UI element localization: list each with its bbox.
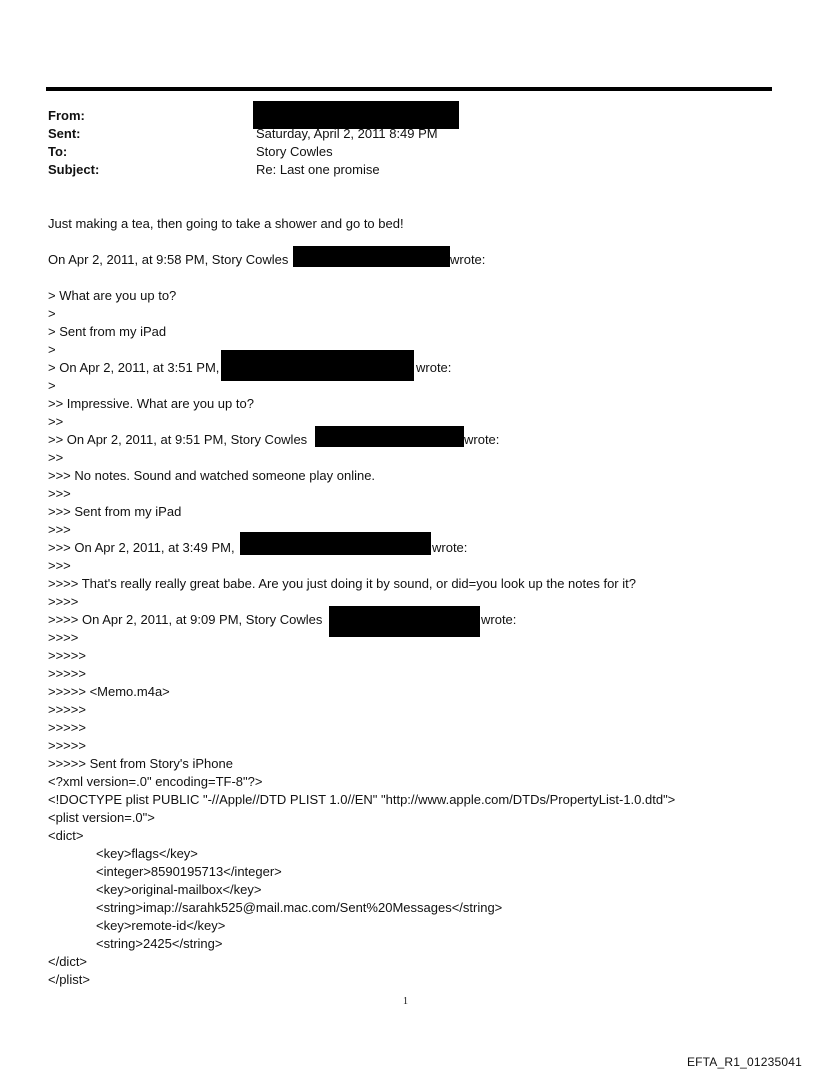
body-line: >>> bbox=[48, 486, 71, 501]
body-line: Just making a tea, then going to take a shower and go to bed! bbox=[48, 216, 404, 231]
redaction-from bbox=[253, 101, 459, 129]
body-line: >>>> That's really really great babe. Are you just doing it by sound, or did=you look up the notes for it? bbox=[48, 576, 636, 591]
quote-header-wrote: wrote: bbox=[464, 432, 500, 447]
sent-label: Sent: bbox=[48, 126, 81, 141]
subject-value: Re: Last one promise bbox=[256, 162, 380, 177]
quote-header-wrote: wrote: bbox=[432, 540, 468, 555]
body-line: >>>>> Sent from Story's iPhone bbox=[48, 756, 233, 771]
body-line: <!DOCTYPE plist PUBLIC "-//Apple//DTD PLIST 1.0//EN" "http://www.apple.com/DTDs/PropertyList-1.0.dtd"> bbox=[48, 792, 676, 807]
body-line: > bbox=[48, 306, 56, 321]
body-line: > What are you up to? bbox=[48, 288, 177, 303]
body-line: >>>>> bbox=[48, 666, 86, 681]
body-line: >>> bbox=[48, 558, 71, 573]
body-line: <string>imap://sarahk525@mail.mac.com/Sent%20Messages</string> bbox=[96, 900, 503, 915]
body-line: >>>>> bbox=[48, 648, 86, 663]
body-line: </dict> bbox=[48, 954, 88, 969]
to-value: Story Cowles bbox=[256, 144, 333, 159]
redaction-email bbox=[315, 426, 464, 447]
body-line: >> bbox=[48, 414, 64, 429]
body-line: >>>>> bbox=[48, 738, 86, 753]
to-label: To: bbox=[48, 144, 68, 159]
body-line: </plist> bbox=[48, 972, 90, 987]
header-rule bbox=[46, 87, 772, 91]
body-line: <key>flags</key> bbox=[96, 846, 198, 861]
body-line: <key>original-mailbox</key> bbox=[96, 882, 262, 897]
redaction-sender bbox=[221, 350, 414, 381]
body-line: >>>> bbox=[48, 594, 79, 609]
body-line: >>> bbox=[48, 522, 71, 537]
quote-header-wrote: wrote: bbox=[416, 360, 452, 375]
body-line: > Sent from my iPad bbox=[48, 324, 167, 339]
body-line: <plist version=.0"> bbox=[48, 810, 155, 825]
body-line: >> bbox=[48, 450, 64, 465]
quote-header: >> On Apr 2, 2011, at 9:51 PM, Story Cowles bbox=[48, 432, 308, 447]
body-line: > bbox=[48, 342, 56, 357]
body-line: > bbox=[48, 378, 56, 393]
redaction-email bbox=[293, 246, 450, 267]
body-line: <dict> bbox=[48, 828, 84, 843]
body-line: <key>remote-id</key> bbox=[96, 918, 226, 933]
page-number: 1 bbox=[403, 996, 408, 1007]
body-line: >>>>> bbox=[48, 720, 86, 735]
quote-header: >>> On Apr 2, 2011, at 3:49 PM, bbox=[48, 540, 235, 555]
sent-value: Saturday, April 2, 2011 8:49 PM bbox=[256, 126, 438, 141]
body-line: >>> No notes. Sound and watched someone play online. bbox=[48, 468, 376, 483]
body-line: >>>>> bbox=[48, 702, 86, 717]
quote-header: On Apr 2, 2011, at 9:58 PM, Story Cowles bbox=[48, 252, 289, 267]
quote-header-wrote: wrote: bbox=[481, 612, 517, 627]
body-line: >>>> bbox=[48, 630, 79, 645]
quote-header-wrote: wrote: bbox=[450, 252, 486, 267]
quote-header: >>>> On Apr 2, 2011, at 9:09 PM, Story Cowles bbox=[48, 612, 323, 627]
from-label: From: bbox=[48, 108, 85, 123]
body-line: >>>>> <Memo.m4a> bbox=[48, 684, 170, 699]
redaction-sender bbox=[240, 532, 431, 555]
bates-number: EFTA_R1_01235041 bbox=[686, 1055, 802, 1069]
redaction-email bbox=[329, 606, 480, 637]
body-line: <integer>8590195713</integer> bbox=[96, 864, 282, 879]
body-line: <string>2425</string> bbox=[96, 936, 223, 951]
body-line: >> Impressive. What are you up to? bbox=[48, 396, 254, 411]
body-line: >>> Sent from my iPad bbox=[48, 504, 182, 519]
body-line: <?xml version=.0" encoding=TF-8"?> bbox=[48, 774, 263, 789]
subject-label: Subject: bbox=[48, 162, 100, 177]
quote-header: > On Apr 2, 2011, at 3:51 PM, bbox=[48, 360, 220, 375]
